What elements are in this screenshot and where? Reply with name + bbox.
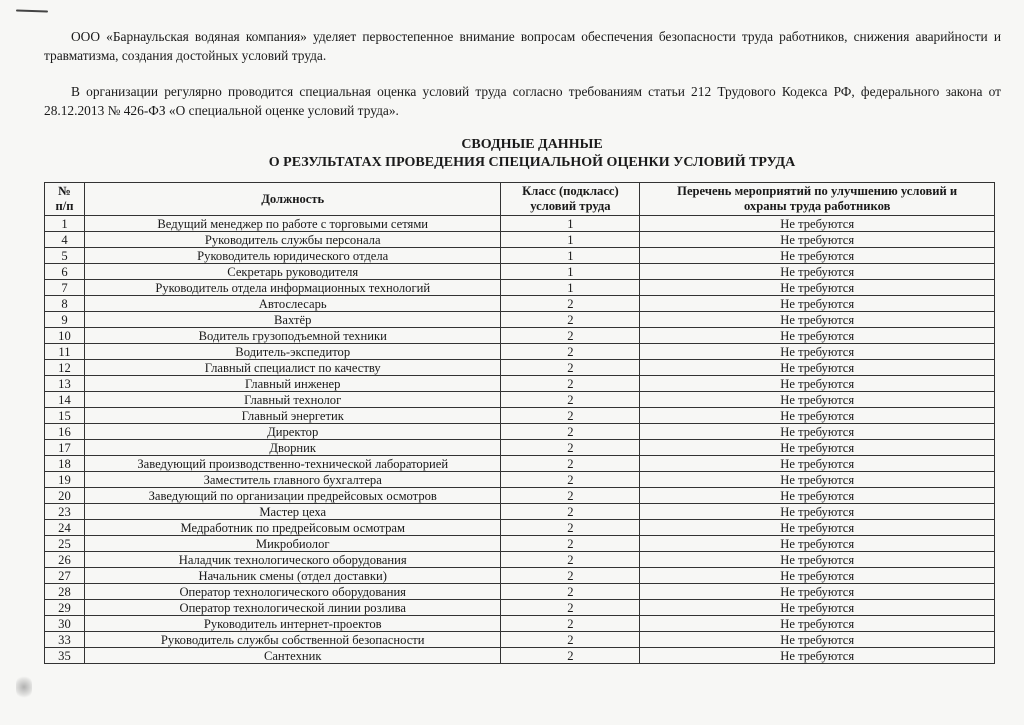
cell-measures: Не требуются [640,568,995,584]
cell-measures: Не требуются [640,360,995,376]
table-row [45,376,995,392]
cell-measures: Не требуются [640,424,995,440]
cell-number: 35 [45,648,85,664]
cell-measures: Не требуются [640,248,995,264]
header-class-line-1: Класс (подкласс) [522,184,619,198]
cell-measures: Не требуются [640,488,995,504]
header-measures-line-2: охраны труда работников [743,199,891,213]
cell-number: 6 [45,264,85,280]
cell-number: 8 [45,296,85,312]
intro-paragraph-2: В организации регулярно проводится специальная оценка условий труда согласно требованиям статьи 212 Трудового Кодекса РФ, федерального закона от 28.12.2013 № 426-ФЗ «О специальной оценке условий труда». [44,84,1001,118]
table-row [45,248,995,264]
cell-number: 1 [45,216,85,232]
cell-number: 17 [45,440,85,456]
table-row [45,440,995,456]
cell-number: 16 [45,424,85,440]
cell-measures: Не требуются [640,312,995,328]
cell-number: 30 [45,616,85,632]
cell-number: 20 [45,488,85,504]
cell-number: 10 [45,328,85,344]
cell-measures: Не требуются [640,648,995,664]
cell-class: 2 [501,296,640,312]
cell-class: 2 [501,440,640,456]
cell-class: 2 [501,312,640,328]
table-row [45,296,995,312]
cell-position: Руководитель интернет-проектов [84,616,501,632]
cell-position: Ведущий менеджер по работе с торговыми сетями [84,216,501,232]
cell-measures: Не требуются [640,376,995,392]
cell-measures: Не требуются [640,440,995,456]
cell-position: Вахтёр [84,312,501,328]
cell-number: 4 [45,232,85,248]
header-measures [640,183,995,216]
cell-position: Руководитель службы собственной безопасности [84,632,501,648]
cell-number: 25 [45,536,85,552]
table-row [45,312,995,328]
table-row [45,472,995,488]
cell-measures: Не требуются [640,296,995,312]
table-row [45,328,995,344]
cell-class: 1 [501,264,640,280]
table-row [45,584,995,600]
cell-measures: Не требуются [640,216,995,232]
table-row [45,648,995,664]
cell-number: 33 [45,632,85,648]
summary-heading-line-2: О РЕЗУЛЬТАТАХ ПРОВЕДЕНИЯ СПЕЦИАЛЬНОЙ ОЦЕНКИ УСЛОВИЙ ТРУДА [268,155,796,170]
cell-measures: Не требуются [640,264,995,280]
cell-measures: Не требуются [640,408,995,424]
cell-class: 2 [501,328,640,344]
table-row [45,392,995,408]
cell-class: 2 [501,584,640,600]
table-body [45,216,995,664]
cell-number: 12 [45,360,85,376]
cell-position: Главный энергетик [84,408,501,424]
intro-paragraph-1: ООО «Барнаульская водяная компания» уделяет первостепенное внимание вопросам обеспечения безопасности труда работников, снижения аварийности и травматизма, создания достойных условий труда. [44,29,1001,63]
cell-position: Заведующий по организации предрейсовых осмотров [84,488,501,504]
table-row [45,520,995,536]
header-number [45,183,85,216]
table-row [45,504,995,520]
cell-measures: Не требуются [640,392,995,408]
table-row [45,360,995,376]
cell-measures: Не требуются [640,344,995,360]
cell-number: 23 [45,504,85,520]
cell-measures: Не требуются [640,520,995,536]
cell-number: 18 [45,456,85,472]
cell-position: Оператор технологического оборудования [84,584,501,600]
cell-measures: Не требуются [640,584,995,600]
cell-measures: Не требуются [640,600,995,616]
cell-class: 2 [501,376,640,392]
header-number-line-2: п/п [55,199,74,213]
cell-position: Микробиолог [84,536,501,552]
cell-number: 15 [45,408,85,424]
cell-class: 2 [501,392,640,408]
scan-pen-mark [16,9,48,12]
cell-position: Мастер цеха [84,504,501,520]
table-row [45,536,995,552]
cell-class: 1 [501,248,640,264]
cell-class: 2 [501,408,640,424]
cell-measures: Не требуются [640,456,995,472]
cell-class: 2 [501,456,640,472]
cell-class: 2 [501,536,640,552]
cell-number: 11 [45,344,85,360]
table-row [45,408,995,424]
cell-number: 24 [45,520,85,536]
cell-position: Медработник по предрейсовым осмотрам [84,520,501,536]
cell-measures: Не требуются [640,536,995,552]
table-row [45,216,995,232]
cell-position: Заместитель главного бухгалтера [84,472,501,488]
cell-position: Заведующий производственно-технической лабораторией [84,456,501,472]
cell-number: 5 [45,248,85,264]
cell-measures: Не требуются [640,632,995,648]
cell-number: 28 [45,584,85,600]
cell-class: 2 [501,360,640,376]
cell-position: Директор [84,424,501,440]
cell-number: 9 [45,312,85,328]
assessment-results-table [44,182,995,664]
cell-position: Главный специалист по качеству [84,360,501,376]
cell-measures: Не требуются [640,552,995,568]
cell-measures: Не требуются [640,280,995,296]
summary-heading-line-1: СВОДНЫЕ ДАННЫЕ [461,137,603,152]
cell-number: 26 [45,552,85,568]
cell-number: 27 [45,568,85,584]
cell-class: 2 [501,488,640,504]
cell-number: 19 [45,472,85,488]
cell-number: 13 [45,376,85,392]
cell-position: Руководитель юридического отдела [84,248,501,264]
table-row [45,568,995,584]
cell-position: Секретарь руководителя [84,264,501,280]
cell-position: Руководитель службы персонала [84,232,501,248]
cell-class: 2 [501,632,640,648]
table-row [45,488,995,504]
cell-number: 7 [45,280,85,296]
cell-position: Автослесарь [84,296,501,312]
table-row [45,344,995,360]
cell-position: Руководитель отдела информационных технологий [84,280,501,296]
cell-measures: Не требуются [640,328,995,344]
cell-position: Водитель-экспедитор [84,344,501,360]
cell-class: 2 [501,648,640,664]
table-row [45,424,995,440]
cell-position: Дворник [84,440,501,456]
cell-position: Главный технолог [84,392,501,408]
cell-measures: Не требуются [640,232,995,248]
cell-class: 2 [501,472,640,488]
cell-position: Главный инженер [84,376,501,392]
cell-class: 1 [501,216,640,232]
cell-measures: Не требуются [640,504,995,520]
cell-measures: Не требуются [640,616,995,632]
cell-class: 2 [501,568,640,584]
table-row [45,280,995,296]
table-row [45,456,995,472]
cell-class: 2 [501,504,640,520]
cell-position: Начальник смены (отдел доставки) [84,568,501,584]
cell-class: 2 [501,424,640,440]
cell-position: Оператор технологической линии розлива [84,600,501,616]
table-row [45,616,995,632]
header-measures-line-1: Перечень мероприятий по улучшению условий и [677,184,958,198]
table-row [45,264,995,280]
cell-class: 2 [501,344,640,360]
table-row [45,552,995,568]
cell-class: 1 [501,280,640,296]
cell-class: 2 [501,552,640,568]
header-class [501,183,640,216]
table-row [45,600,995,616]
cell-measures: Не требуются [640,472,995,488]
cell-class: 1 [501,232,640,248]
cell-number: 29 [45,600,85,616]
cell-position: Сантехник [84,648,501,664]
table-row [45,232,995,248]
table-header-row [45,183,995,216]
cell-position: Наладчик технологического оборудования [84,552,501,568]
table-row [45,632,995,648]
cell-class: 2 [501,520,640,536]
header-position: Должность [84,183,501,216]
header-class-line-2: условий труда [530,199,611,213]
cell-class: 2 [501,600,640,616]
header-number-line-1: № [58,184,71,198]
cell-class: 2 [501,616,640,632]
cell-position: Водитель грузоподъемной техники [84,328,501,344]
cell-number: 14 [45,392,85,408]
scan-ink-smudge [16,675,32,699]
